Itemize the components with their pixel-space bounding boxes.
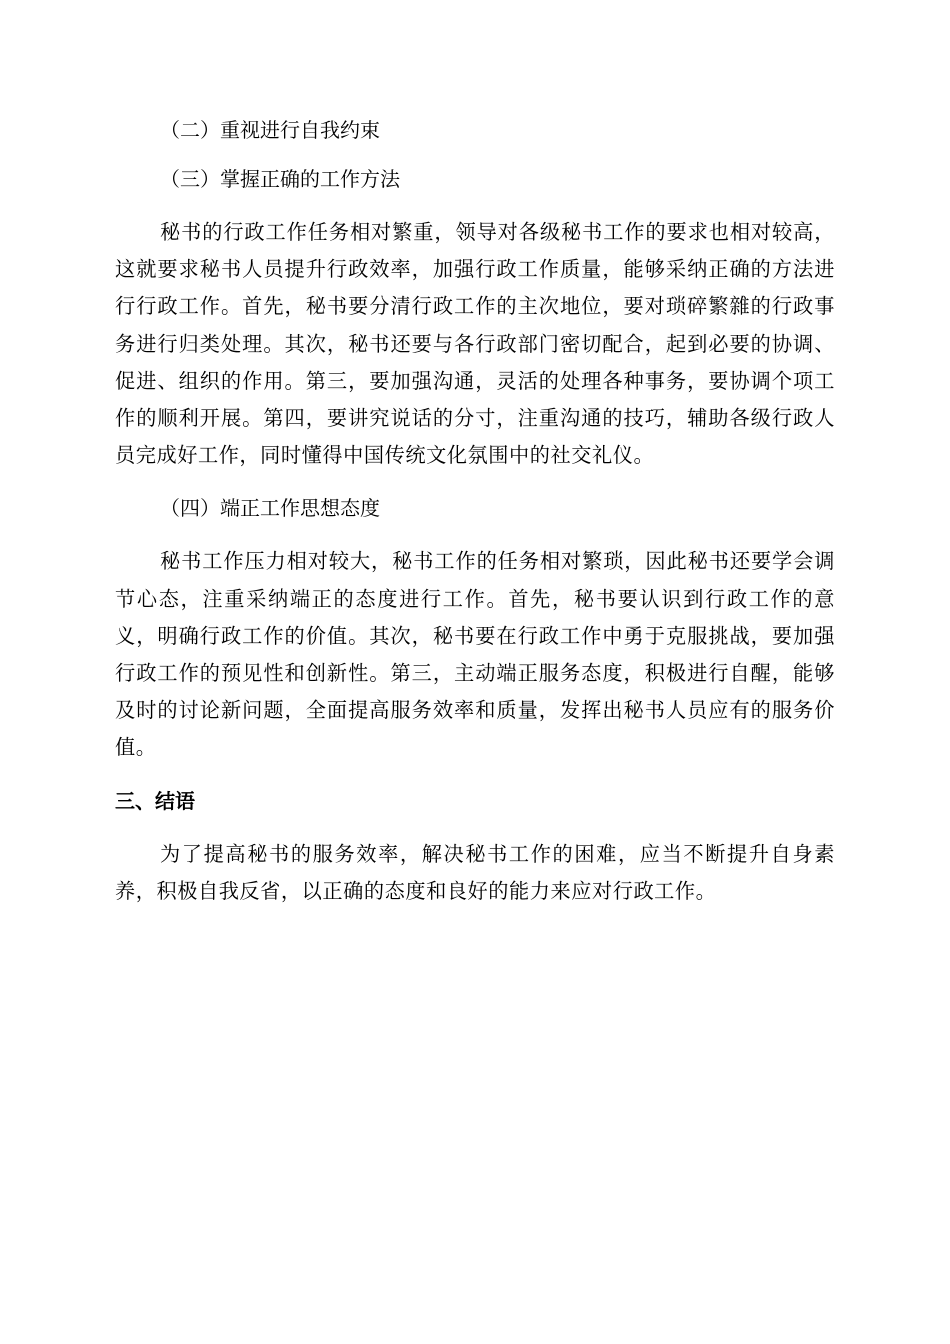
section-heading-conclusion: 三、结语: [115, 788, 195, 813]
document-page: [115, 112, 835, 910]
paragraph-work-attitude: 秘书工作压力相对较大，秘书工作的任务相对繁琐，因此秘书还要学会调节心态，注重采纳端正的态度进行工作。首先，秘书要认识到行政工作的意义，明确行政工作的价值。其次，秘书要在行政工作中勇于克服挑战，要加强行政工作的预见性和创新性。第三，主动端正服务态度，积极进行自醒，能够及时的讨论新问题，全面提高服务效率和质量，发挥出秘书人员应有的服务价值。: [115, 549, 835, 760]
subheading-self-discipline: （二）重视进行自我约束: [160, 118, 380, 142]
paragraph-conclusion: 为了提高秘书的服务效率，解决秘书工作的困难，应当不断提升自身素养，积极自我反省，以正确的态度和良好的能力来应对行政工作。: [115, 841, 835, 903]
subheading-work-methods: （三）掌握正确的工作方法: [160, 167, 400, 191]
subheading-work-attitude: （四）端正工作思想态度: [160, 496, 380, 521]
paragraph-work-methods: 秘书的行政工作任务相对繁重，领导对各级秘书工作的要求也相对较高，这就要求秘书人员提升行政效率，加强行政工作质量，能够采纳正确的方法进行行政工作。首先，秘书要分清行政工作的主次地位，要对琐碎繁雜的行政事务进行归类处理。其次，秘书还要与各行政部门密切配合，起到必要的协调、促进、组织的作用。第三，要加强沟通，灵活的处理各种事务，要协调个项工作的顺利开展。第四，要讲究说话的分寸，注重沟通的技巧，辅助各级行政人员完成好工作，同时懂得中国传统文化氛围中的社交礼仪。: [115, 220, 835, 468]
